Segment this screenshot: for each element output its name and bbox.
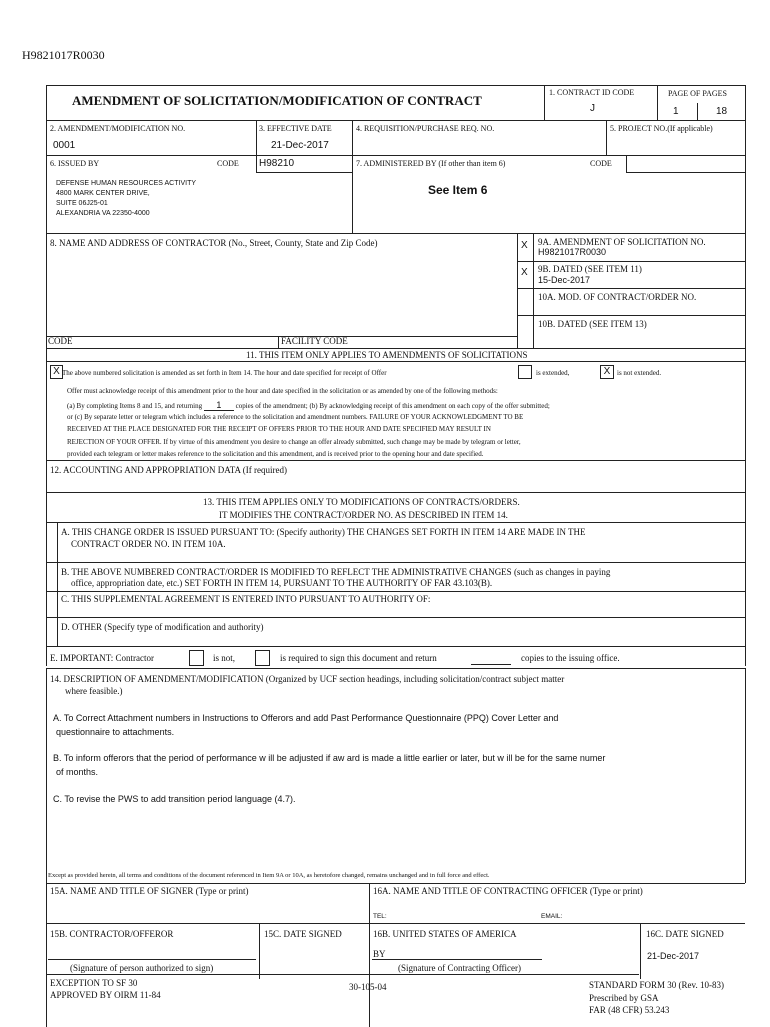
form-title: AMENDMENT OF SOLICITATION/MODIFICATION OF CONTRACT: [72, 93, 482, 108]
footer-approved: APPROVED BY OIRM 11-84: [50, 990, 161, 1000]
contract-id-code-value[interactable]: J: [590, 103, 595, 114]
is-not-checkbox[interactable]: [189, 650, 204, 666]
contractor-signature-line[interactable]: [48, 959, 256, 960]
item13-header: 13. THIS ITEM APPLIES ONLY TO MODIFICATIONS OF CONTRACTS/ORDERS.: [203, 497, 520, 507]
description-item-a: A. To Correct Attachment numbers in Instructions to Offerors and add Past Performance Questionnaire (PPQ) Cover Letter and: [53, 713, 559, 723]
officer-name-label: 16A. NAME AND TITLE OF CONTRACTING OFFICER (Type or print): [373, 886, 643, 896]
address-line: SUITE 06J25-01: [56, 200, 108, 207]
copies-to-office-label: copies to the issuing office.: [521, 653, 620, 663]
facility-code-label: FACILITY CODE: [281, 336, 348, 346]
footer-far: FAR (48 CFR) 53.243: [589, 1005, 670, 1015]
page-total: 18: [716, 106, 728, 117]
dated-9b-label: 9B. DATED (SEE ITEM 11): [538, 264, 642, 274]
item14-label: where feasible.): [65, 686, 123, 696]
effective-date-value[interactable]: 21-Dec-2017: [271, 140, 329, 151]
item11-para: or (c) By separate letter or telegram which includes a reference to the solicitation and amendment numbers. FAILURE OF YOUR ACKNOWLEDGMENT TO BE: [67, 413, 524, 421]
footer-prescribed: Prescribed by GSA: [589, 993, 659, 1003]
date-signed-16c-value[interactable]: 21-Dec-2017: [647, 951, 700, 961]
contractor-offeror-label: 15B. CONTRACTOR/OFFEROR: [50, 929, 174, 939]
item14-label: 14. DESCRIPTION OF AMENDMENT/MODIFICATION (Organized by UCF section headings, including solicitation/contract subject matter: [50, 674, 565, 684]
tel-label: TEL:: [373, 913, 387, 920]
footer-standard-form: STANDARD FORM 30 (Rev. 10-83): [589, 980, 724, 990]
description-item-a: questionnaire to attachments.: [56, 727, 175, 737]
item11-para: RECEIVED AT THE PLACE DESIGNATED FOR THE RECEIPT OF OFFERS PRIOR TO THE HOUR AND DATE SPECIFIED MAY RESULT IN: [67, 425, 491, 433]
item13a-text: CONTRACT ORDER NO. IN ITEM 10A.: [71, 539, 226, 549]
item13c-text: C. THIS SUPPLEMENTAL AGREEMENT IS ENTERED INTO PURSUANT TO AUTHORITY OF:: [61, 594, 431, 604]
issued-by-label: 6. ISSUED BY: [50, 159, 100, 168]
description-item-c: C. To revise the PWS to add transition period language (4.7).: [53, 794, 296, 804]
copies-return-field[interactable]: [471, 664, 511, 665]
address-line: DEFENSE HUMAN RESOURCES ACTIVITY: [56, 180, 197, 187]
address-line: ALEXANDRIA VA 22350-4000: [56, 210, 150, 217]
dated-9b-value[interactable]: 15-Dec-2017: [538, 275, 591, 285]
amendment-checkbox-mark[interactable]: X: [521, 240, 528, 251]
mod-contract-no-label: 10A. MOD. OF CONTRACT/ORDER NO.: [538, 292, 697, 302]
item11-text: (a) By completing Items 8 and 15, and returning: [67, 402, 203, 410]
is-not-label: is not,: [213, 653, 236, 663]
terms-footer: Except as provided herein, all terms and conditions of the document referenced in Item 9A or 10A, as heretofore changed, remains unchanged and in full force and effect.: [48, 872, 490, 879]
by-label: BY: [373, 949, 386, 959]
description-item-b: B. To inform offerors that the period of performance w ill be adjusted if aw ard is made a little earlier or later, but w ill be for the same numer: [53, 753, 606, 763]
document-id: H9821017R0030: [22, 48, 105, 62]
item13-subheader: IT MODIFIES THE CONTRACT/ORDER NO. AS DESCRIBED IN ITEM 14.: [219, 510, 508, 520]
dated-10b-label: 10B. DATED (SEE ITEM 13): [538, 319, 647, 329]
issued-by-code-value[interactable]: H98210: [259, 158, 295, 169]
item11-line1: The above numbered solicitation is amended as set forth in Item 14. The hour and date specified for receipt of Offer: [62, 369, 387, 377]
administered-by-code-label: CODE: [590, 159, 612, 168]
officer-signature-caption: (Signature of Contracting Officer): [398, 963, 522, 973]
page-of-pages-label: PAGE OF PAGES: [668, 89, 727, 98]
item11-text: copies of the amendment; (b) By acknowledging receipt of this amendment on each copy of the offer submitted;: [235, 402, 550, 410]
item11-para: [67, 400, 550, 411]
amendment-no-value[interactable]: 0001: [53, 140, 76, 151]
important-label: E. IMPORTANT: Contractor: [50, 653, 155, 663]
administered-by-value: See Item 6: [428, 183, 488, 197]
address-line: 4800 MARK CENTER DRIVE,: [56, 190, 150, 197]
item11-para: Offer must acknowledge receipt of this amendment prior to the hour and date specified in the solicitation or as amended by one of the following methods:: [67, 387, 498, 395]
solicitation-no-value[interactable]: H9821017R0030: [538, 247, 607, 257]
not-extended-checkbox[interactable]: X: [600, 365, 614, 379]
contractor-name-label: 8. NAME AND ADDRESS OF CONTRACTOR (No., Street, County, State and Zip Code): [50, 238, 378, 248]
extended-checkbox[interactable]: [518, 365, 532, 379]
item11-para: REJECTION OF YOUR OFFER. If by virtue of this amendment you desire to change an offer already submitted, such change may be made by telegram or letter,: [67, 438, 521, 446]
united-states-label: 16B. UNITED STATES OF AMERICA: [373, 929, 517, 939]
officer-signature-line[interactable]: [372, 959, 542, 960]
contractor-signature-caption: (Signature of person authorized to sign): [70, 963, 214, 973]
item13b-text: office, appropriation date, etc.) SET FORTH IN ITEM 14, PURSUANT TO THE AUTHORITY OF FAR 43.103(B).: [71, 578, 493, 588]
administered-by-label: 7. ADMINISTERED BY (If other than item 6): [356, 159, 506, 168]
date-signed-16c-label: 16C. DATE SIGNED: [646, 929, 724, 939]
footer-exception: EXCEPTION TO SF 30: [50, 978, 138, 988]
effective-date-label: 3. EFFECTIVE DATE: [259, 124, 332, 133]
contractor-code-label: CODE: [48, 336, 73, 346]
footer-form-code: 30-105-04: [349, 982, 387, 992]
issued-by-code-label: CODE: [217, 159, 239, 168]
page-number: 1: [673, 106, 679, 117]
item13d-text: D. OTHER (Specify type of modification and authority): [61, 622, 264, 632]
signer-name-label: 15A. NAME AND TITLE OF SIGNER (Type or print): [50, 886, 249, 896]
amended-checkbox[interactable]: X: [50, 365, 63, 379]
description-item-b: of months.: [56, 767, 99, 777]
date-signed-15c-label: 15C. DATE SIGNED: [264, 929, 342, 939]
contract-id-code-label: 1. CONTRACT ID CODE: [549, 88, 635, 97]
item11-header: 11. THIS ITEM ONLY APPLIES TO AMENDMENTS OF SOLICITATIONS: [246, 350, 528, 360]
extended-label: is extended,: [536, 369, 570, 377]
solicitation-no-label: 9A. AMENDMENT OF SOLICITATION NO.: [538, 237, 706, 247]
dated-checkbox-mark[interactable]: X: [521, 267, 528, 278]
is-required-label: is required to sign this document and return: [280, 653, 437, 663]
project-no-label: 5. PROJECT NO.(If applicable): [610, 124, 713, 133]
item13a-text: A. THIS CHANGE ORDER IS ISSUED PURSUANT TO: (Specify authority) THE CHANGES SET FORTH IN ITEM 14 ARE MADE IN THE: [61, 527, 586, 537]
copies-count[interactable]: 1: [204, 400, 234, 411]
amendment-no-label: 2. AMENDMENT/MODIFICATION NO.: [50, 124, 186, 133]
email-label: EMAIL:: [541, 913, 563, 920]
item11-para: provided each telegram or letter makes reference to the solicitation and this amendment, and is received prior to the opening hour and date specified.: [67, 450, 484, 458]
issued-by-address: [56, 179, 196, 219]
requisition-no-label: 4. REQUISITION/PURCHASE REQ. NO.: [356, 124, 495, 133]
accounting-data-label: 12. ACCOUNTING AND APPROPRIATION DATA (If required): [50, 465, 288, 475]
not-extended-label: is not extended.: [617, 369, 662, 377]
item13b-text: B. THE ABOVE NUMBERED CONTRACT/ORDER IS MODIFIED TO REFLECT THE ADMINISTRATIVE CHANGES (such as changes in paying: [61, 567, 611, 577]
is-required-checkbox[interactable]: [255, 650, 270, 666]
